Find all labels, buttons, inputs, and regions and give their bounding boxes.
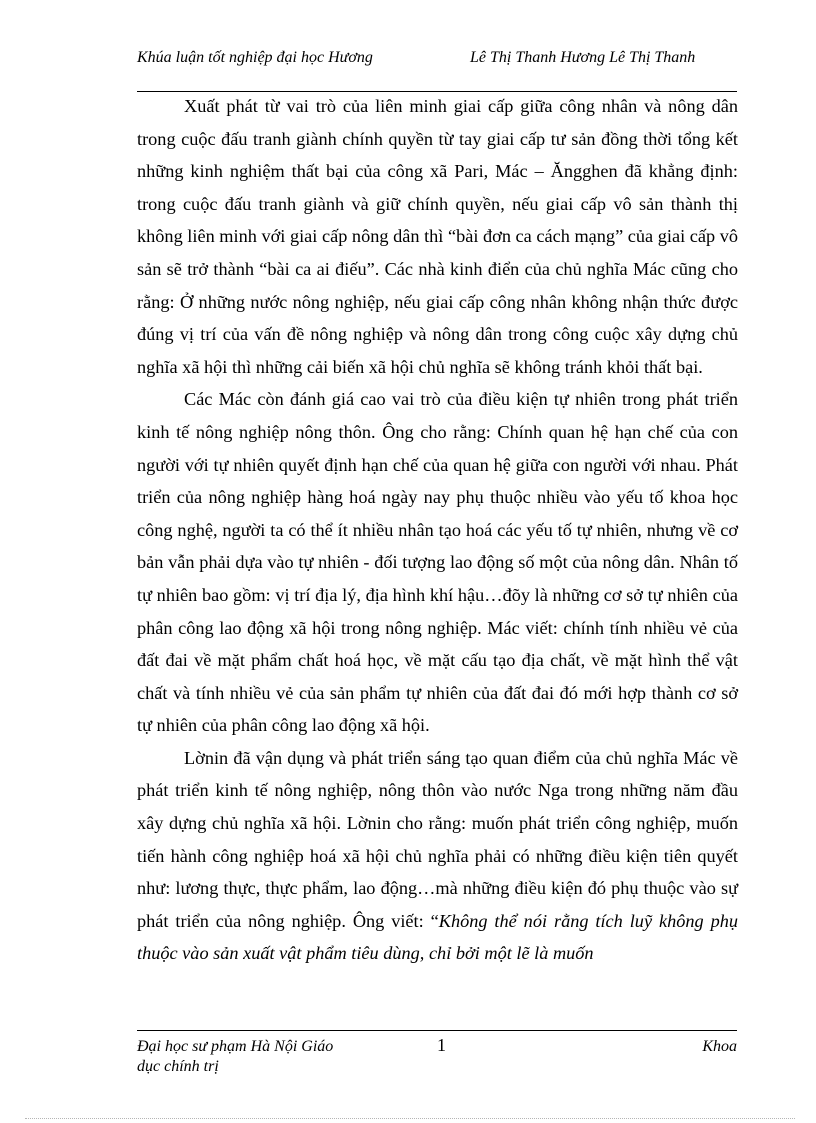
paragraph-3-quote: Không thể nói rằng tích luỹ không phụ thuộc vào sản xuất vật phẩm tiêu dùng, chỉ bởi một lẽ là muốn xyxy=(137,910,738,964)
footer-department: Khoa xyxy=(702,1038,737,1055)
footer-university: Đại học sư phạm Hà Nội Giáo dục chính trị xyxy=(137,1038,334,1075)
page-footer xyxy=(137,1035,737,1080)
paragraph-3-lead: Lờnin đã vận dụng và phát triển sáng tạo quan điểm của chủ nghĩa Mác về phát triển kinh tế nông nghiệp, nông thôn vào nước Nga trong những năm đầu xây dựng chủ nghĩa xã hội. Lờnin cho rằng: muốn phát triển công nghiệp, muốn tiến hành công nghiệp hoá xã hội chủ nghĩa phải có những điều kiện tiên quyết như: lương thực, thực phẩm, lao động…mà những điều kiện đó phụ thuộc vào sự phát triển của nông nghiệp. Ông viết: “ xyxy=(137,747,738,931)
page-header xyxy=(137,48,737,90)
page-body xyxy=(137,90,738,970)
paragraph-2: Các Mác còn đánh giá cao vai trò của điều kiện tự nhiên trong phát triển kinh tế nông nghiệp nông thôn. Ông cho rằng: Chính quan hệ hạn chế của con người với tự nhiên quyết định hạn chế của quan hệ giữa con người với nhau. Phát triển của nông nghiệp hàng hoá ngày nay phụ thuộc nhiều vào yếu tố khoa học công nghệ, người ta có thể ít nhiều nhân tạo hoá các yếu tố tự nhiên, nhưng về cơ bản vẫn phải dựa vào tự nhiên - đối tượng lao động số một của nông dân. Nhân tố tự nhiên bao gồm: vị trí địa lý, địa hình khí hậu…đõy là những cơ sở tự nhiên của phân công lao động xã hội trong nông nghiệp. Mác viết: chính tính nhiều vẻ của đất đai về mặt phẩm chất hoá học, về mặt cấu tạo địa chất, về mặt hình thể vật chất và tính nhiều vẻ của sản phẩm tự nhiên của đất đai đó mới hợp thành cơ sở tự nhiên của phân công lao động xã hội. xyxy=(137,389,738,736)
page-number: 1 xyxy=(437,1035,446,1055)
paragraph-3 xyxy=(137,742,738,970)
header-author: Lê Thị Thanh Hương Lê Thị Thanh xyxy=(470,49,696,66)
page-bottom-edge xyxy=(25,1118,795,1119)
paragraph-1: Xuất phát từ vai trò của liên minh giai cấp giữa công nhân và nông dân trong cuộc đấu tranh giành chính quyền từ tay giai cấp tư sản đồng thời tổng kết những kinh nghiệm thất bại của công xã Pari, Mác – Ăngghen đã khẳng định: trong cuộc đấu tranh giành và giữ chính quyền, nếu giai cấp vô sản thành thị không liên minh với giai cấp nông dân thì “bài đơn ca cách mạng” của giai cấp vô sản sẽ trở thành “bài ca ai điếu”. Các nhà kinh điển của chủ nghĩa Mác cũng cho rằng: Ở những nước nông nghiệp, nếu giai cấp công nhân không nhận thức được đúng vị trí của vấn đề nông nghiệp và nông dân trong công cuộc xây dựng chủ nghĩa xã hội thì những cải biến xã hội chủ nghĩa sẽ không tránh khỏi thất bại. xyxy=(137,96,738,377)
header-thesis-title: Khúa luận tốt nghiệp đại học Hương xyxy=(137,49,373,66)
footer-divider xyxy=(137,1030,737,1031)
